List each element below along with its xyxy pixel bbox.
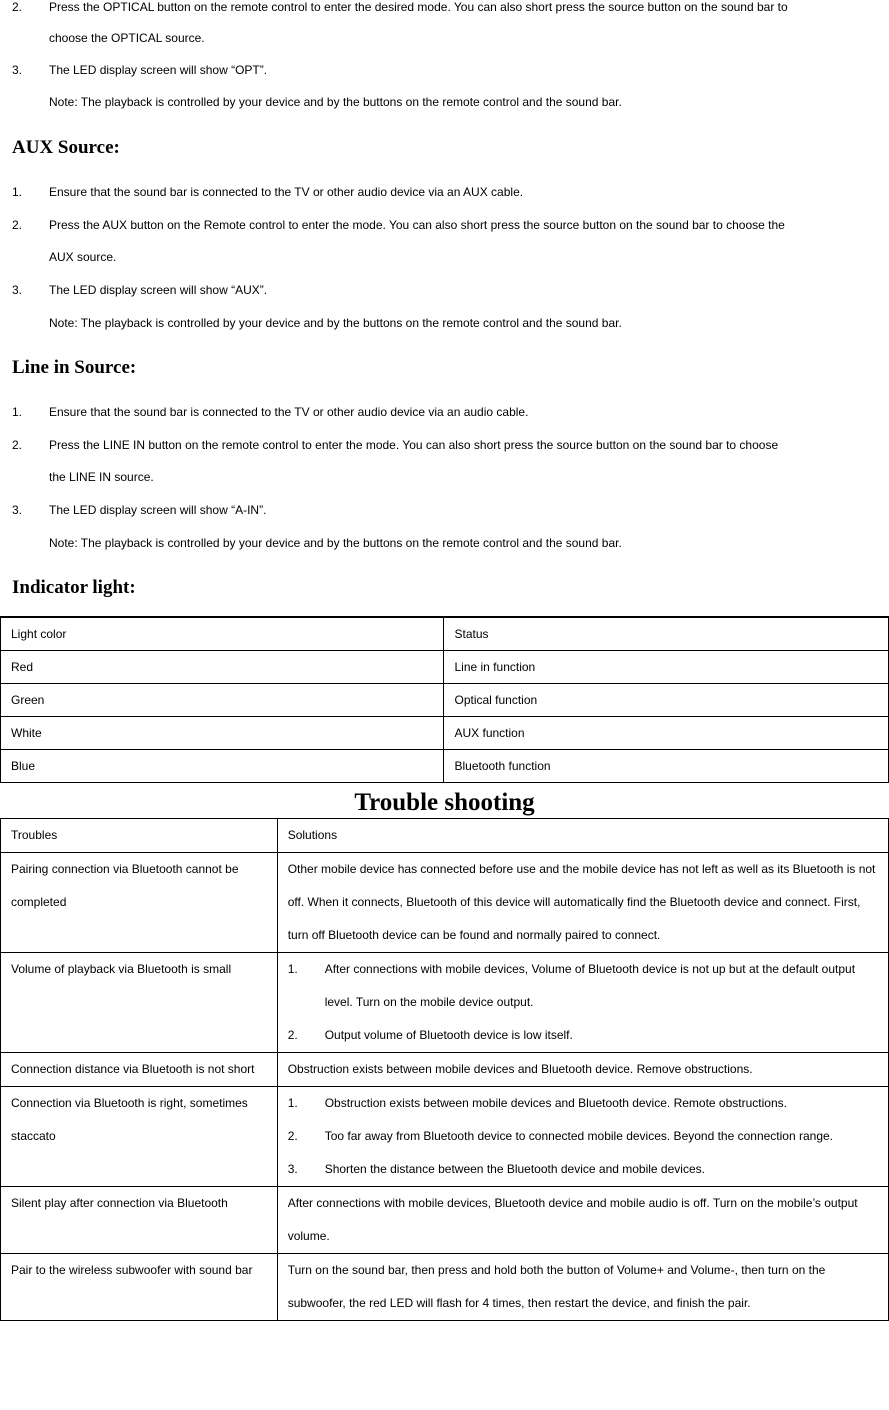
solution-text: Turn on the sound bar, then press and hold both the button of Volume+ and Volume-, then turn on the subwoofer, the red LED will flash for 4 times, then restart the device, and finish the pair. (287, 1263, 826, 1310)
optical-item-3-line-1: The LED display screen will show “OPT”. (49, 63, 268, 77)
aux-item-1-number: 1. (12, 185, 23, 199)
indicator-heading: Indicator light: (12, 577, 136, 598)
indicator-color-cell: Red (1, 651, 444, 684)
linein-item-2-number: 2. (12, 438, 23, 452)
step-number: 1. (287, 1096, 298, 1110)
optical-item-2-number: 2. (12, 0, 23, 14)
linein-note: Note: The playback is controlled by your device and by the buttons on the remote control and the sound bar. (49, 536, 622, 550)
step-text: Output volume of Bluetooth device is low itself. (324, 1028, 573, 1042)
solution-step (288, 953, 878, 1019)
indicator-status-cell: AUX function (444, 717, 889, 750)
table-row (1, 750, 889, 783)
step-text: Shorten the distance between the Bluetooth device and mobile devices. (324, 1162, 705, 1176)
step-number: 1. (287, 962, 298, 976)
linein-item-1-line-1: Ensure that the sound bar is connected to the TV or other audio device via an audio cable. (49, 405, 529, 419)
optical-item-2-line-2: choose the OPTICAL source. (49, 31, 205, 45)
step-text: After connections with mobile devices, Volume of Bluetooth device is not up but at the default output level. Turn on the mobile device output. (324, 962, 856, 1009)
step-number: 3. (287, 1162, 298, 1176)
optical-item-3-number: 3. (12, 63, 23, 77)
table-row (1, 717, 889, 750)
solution-text: Other mobile device has connected before use and the mobile device has not left as well as its Bluetooth is not off. When it connects, Bluetooth of this device will automatically find the Bluetooth device and connect. First, turn off Bluetooth device can be found and normally paired to connect. (287, 862, 876, 942)
trouble-cell: Pairing connection via Bluetooth cannot be completed (1, 853, 278, 953)
aux-item-1-line-1: Ensure that the sound bar is connected to the TV or other audio device via an AUX cable. (49, 185, 524, 199)
aux-item-2-line-2: AUX source. (49, 250, 117, 264)
trouble-cell: Connection via Bluetooth is right, sometimes staccato (1, 1087, 278, 1187)
aux-note: Note: The playback is controlled by your device and by the buttons on the remote control and the sound bar. (49, 316, 622, 330)
linein-heading: Line in Source: (12, 357, 137, 378)
step-text: Obstruction exists between mobile devices and Bluetooth device. Remote obstructions. (324, 1096, 787, 1110)
step-number: 2. (287, 1129, 298, 1143)
table-row (1, 1254, 889, 1321)
aux-item-3-number: 3. (12, 283, 23, 297)
linein-item-3-line-1: The LED display screen will show “A-IN”. (49, 503, 267, 517)
table-row (1, 1187, 889, 1254)
optical-note: Note: The playback is controlled by your device and by the buttons on the remote control and the sound bar. (49, 95, 622, 109)
solution-text: After connections with mobile devices, Bluetooth device and mobile audio is off. Turn on the mobile’s output volume. (287, 1196, 858, 1243)
trouble-cell: Pair to the wireless subwoofer with sound bar (1, 1254, 278, 1321)
indicator-color-cell: Blue (1, 750, 444, 783)
indicator-color-cell: Green (1, 684, 444, 717)
linein-item-3-number: 3. (12, 503, 23, 517)
indicator-header-status: Status (444, 617, 889, 651)
solutions-header: Solutions (277, 819, 888, 853)
table-row (1, 853, 889, 953)
solution-step (288, 1087, 878, 1120)
indicator-status-cell: Optical function (444, 684, 889, 717)
indicator-header-color: Light color (1, 617, 444, 651)
step-text: Too far away from Bluetooth device to connected mobile devices. Beyond the connection range. (324, 1129, 834, 1143)
aux-item-3-line-1: The LED display screen will show “AUX”. (49, 283, 268, 297)
solution-text: Obstruction exists between mobile devices and Bluetooth device. Remove obstructions. (287, 1062, 753, 1076)
linein-item-2-line-2: the LINE IN source. (49, 470, 154, 484)
solution-step (288, 1153, 878, 1186)
table-row (1, 953, 889, 1053)
table-row (1, 651, 889, 684)
linein-item-1-number: 1. (12, 405, 23, 419)
table-row (1, 1087, 889, 1187)
indicator-status-cell: Line in function (444, 651, 889, 684)
trouble-cell: Silent play after connection via Bluetooth (1, 1187, 278, 1254)
aux-item-2-number: 2. (12, 218, 23, 232)
solution-cell (277, 1254, 888, 1321)
table-row (1, 1053, 889, 1087)
solution-step (288, 1120, 878, 1153)
troubleshooting-header-row (1, 819, 889, 853)
solution-cell (277, 953, 888, 1053)
indicator-status-cell: Bluetooth function (444, 750, 889, 783)
solution-cell (277, 1087, 888, 1187)
optical-item-2-line-1: Press the OPTICAL button on the remote control to enter the desired mode. You can also short press the source button on the sound bar to (49, 0, 788, 14)
linein-item-2-line-1: Press the LINE IN button on the remote control to enter the mode. You can also short press the source button on the sound bar to choose (49, 438, 779, 452)
indicator-table (0, 616, 889, 783)
trouble-cell: Connection distance via Bluetooth is not short (1, 1053, 278, 1087)
aux-heading: AUX Source: (12, 137, 120, 158)
indicator-header-row (1, 617, 889, 651)
solution-step (288, 1019, 878, 1052)
solution-cell (277, 853, 888, 953)
troubleshooting-title: Trouble shooting (354, 789, 535, 816)
troubleshooting-table (0, 818, 889, 1321)
solution-cell (277, 1187, 888, 1254)
aux-item-2-line-1: Press the AUX button on the Remote control to enter the mode. You can also short press the source button on the sound bar to choose the (49, 218, 785, 232)
table-row (1, 684, 889, 717)
step-number: 2. (287, 1028, 298, 1042)
indicator-color-cell: White (1, 717, 444, 750)
troubles-header: Troubles (1, 819, 278, 853)
trouble-cell: Volume of playback via Bluetooth is small (1, 953, 278, 1053)
solution-cell (277, 1053, 888, 1087)
